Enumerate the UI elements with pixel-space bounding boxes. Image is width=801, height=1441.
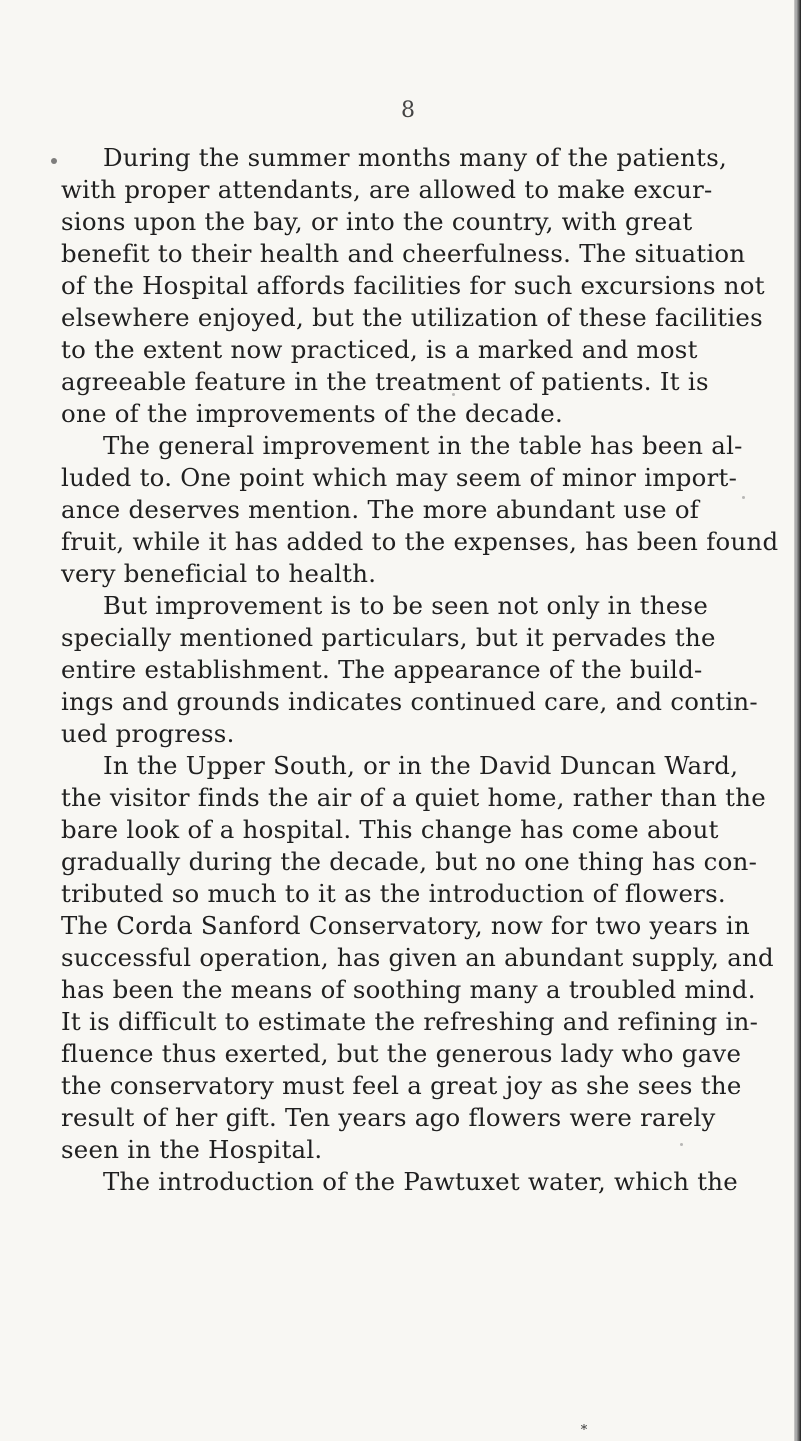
text-line: tributed so much to it as the introduction of flowers. — [61, 879, 726, 908]
paper-speck — [680, 1143, 683, 1146]
text-line: gradually during the decade, but no one thing has con- — [61, 847, 758, 876]
text-line: In the Upper South, or in the David Duncan Ward, — [103, 751, 739, 780]
text-line: ings and grounds indicates continued care, and contin- — [61, 687, 758, 716]
text-line: elsewhere enjoyed, but the utilization of these facilities — [61, 303, 763, 332]
text-line: to the extent now practiced, is a marked and most — [61, 335, 698, 364]
text-line: one of the improvements of the decade. — [61, 399, 564, 428]
ink-spot — [51, 158, 57, 164]
text-line: agreeable feature in the treatment of patients. It is — [61, 367, 709, 396]
footer-mark: * — [580, 1423, 588, 1438]
text-line: result of her gift. Ten years ago flowers were rarely — [61, 1103, 716, 1132]
text-line: It is difficult to estimate the refreshing and refining in- — [61, 1007, 759, 1036]
text-line: luded to. One point which may seem of minor import- — [61, 463, 738, 492]
text-line: the visitor finds the air of a quiet home, rather than the — [61, 783, 766, 812]
text-line: The introduction of the Pawtuxet water, which the — [103, 1167, 739, 1196]
text-line: The general improvement in the table has been al- — [103, 431, 743, 460]
text-line: ance deserves mention. The more abundant use of — [61, 495, 700, 524]
text-line: specially mentioned particulars, but it pervades the — [61, 623, 716, 652]
text-line: fluence thus exerted, but the generous lady who gave — [61, 1039, 742, 1068]
text-line: The Corda Sanford Conservatory, now for two years in — [61, 911, 750, 940]
text-line: fruit, while it has added to the expenses, has been found — [61, 527, 779, 556]
text-line: of the Hospital affords facilities for such excursions not — [61, 271, 765, 300]
text-line: sions upon the bay, or into the country, with great — [61, 207, 693, 236]
text-line: During the summer months many of the patients, — [103, 143, 728, 172]
page-edge-line — [794, 0, 796, 1441]
text-line: very beneficial to health. — [61, 559, 377, 588]
text-line: seen in the Hospital. — [61, 1135, 323, 1164]
text-line: successful operation, has given an abundant supply, and — [61, 943, 774, 972]
text-line: with proper attendants, are allowed to make excur- — [61, 175, 713, 204]
text-line: benefit to their health and cheerfulness. The situation — [61, 239, 746, 268]
text-line: ued progress. — [61, 719, 235, 748]
text-line: entire establishment. The appearance of the build- — [61, 655, 703, 684]
text-line: But improvement is to be seen not only in these — [103, 591, 709, 620]
paper-speck — [742, 496, 745, 499]
text-line: bare look of a hospital. This change has come about — [61, 815, 719, 844]
text-line: has been the means of soothing many a troubled mind. — [61, 975, 756, 1004]
page-number: 8 — [401, 98, 415, 123]
text-line: the conservatory must feel a great joy as she sees the — [61, 1071, 742, 1100]
